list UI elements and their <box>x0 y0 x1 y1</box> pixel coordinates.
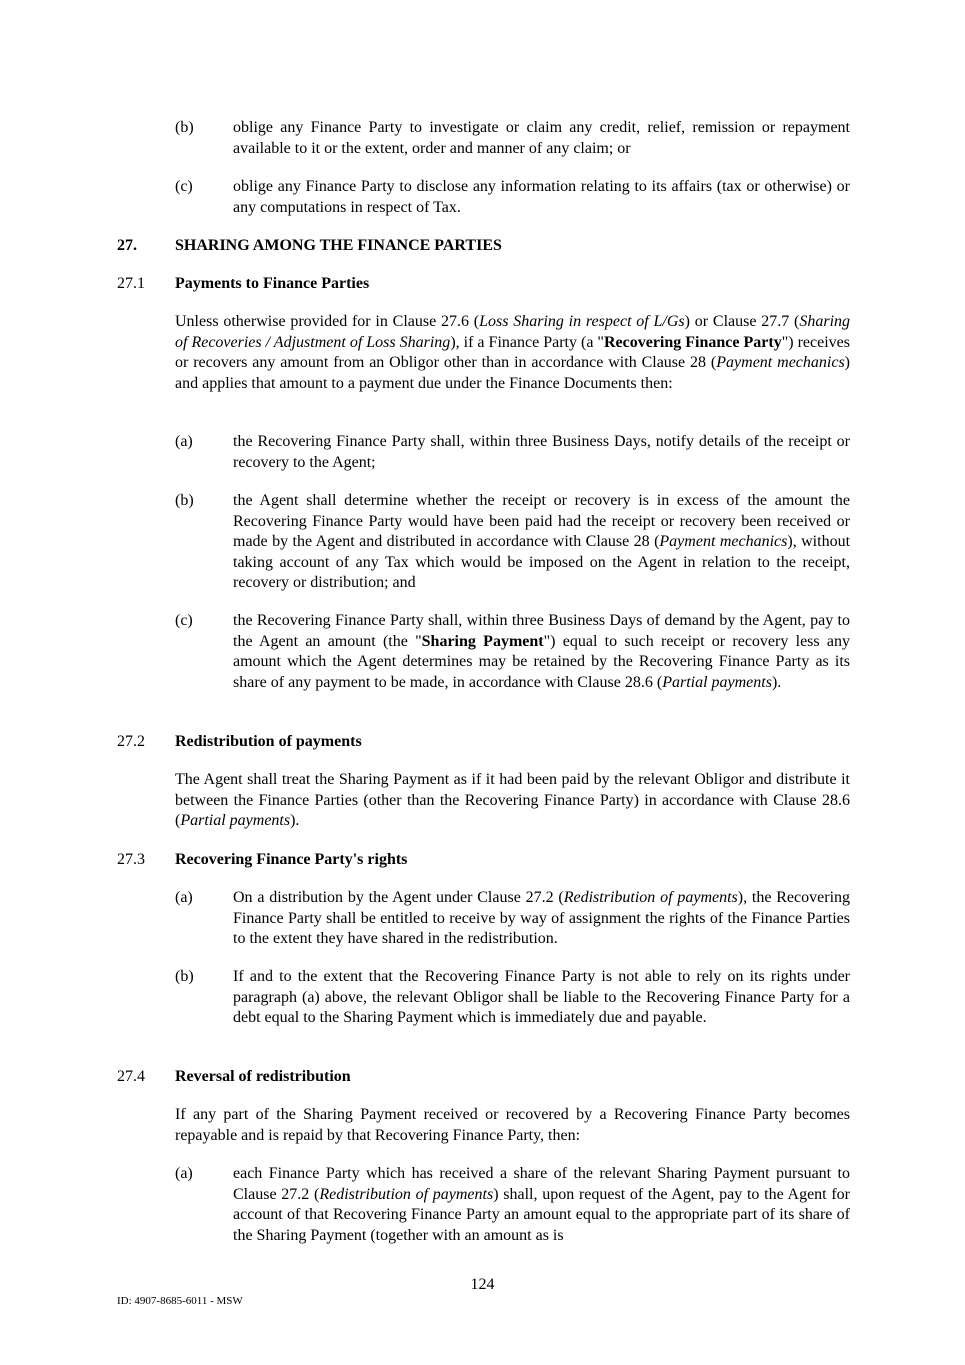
item-text: the Agent shall determine whether the receipt or recovery is in excess of the amount the Recovering Finance Party would have been paid had the receipt or recovery been received or made by the Agent and distributed in accordance with Clause 28 (Payment mechanics), without taking account of any Tax which would be imposed on the Agent in relation to the receipt, recovery or distribution; and <box>233 492 851 591</box>
item-text: oblige any Finance Party to disclose any information relating to its affairs (tax or otherwise) or any computations in respect of Tax. <box>233 178 850 216</box>
item-text: the Recovering Finance Party shall, within three Business Days of demand by the Agent, pay to the Agent an amount (the "Sharing Payment") equal to such receipt or recovery less any amount which the Agent determines may be retained by the Recovering Finance Party as its share of any payment to be made, in accordance with Clause 28.6 (Partial payments). <box>233 612 851 691</box>
document-id: ID: 4907-8685-6011 - MSW <box>117 1295 243 1307</box>
page-number: 124 <box>470 1276 495 1293</box>
item-text: the Recovering Finance Party shall, within three Business Days, notify details of the receipt or recovery to the Agent; <box>233 433 850 471</box>
clause-27-1-intro: Unless otherwise provided for in Clause 27.6 (Loss Sharing in respect of L/Gs) or Clause 27.7 (Sharing of Recoveries / Adjustment of Loss Sharing), if a Finance Party (a "Recovering Finance Party") receives or recovers any amount from an Obligor other than in accordance with Clause 28 (Payment mechanics) and applies that amount to a payment due under the Finance Documents then: <box>175 313 851 392</box>
item-text: each Finance Party which has received a share of the relevant Sharing Payment pursuant to Clause 27.2 (Redistribution of payments) shall, upon request of the Agent, pay to the Agent for account of that Recovering Finance Party an amount equal to the appropriate part of its share of the Sharing Payment (together with an amount as is <box>233 1165 851 1244</box>
section-title: SHARING AMONG THE FINANCE PARTIES <box>175 237 502 254</box>
item-label: (c) <box>175 612 193 629</box>
item-text: On a distribution by the Agent under Clause 27.2 (Redistribution of payments), the Recovering Finance Party shall be entitled to receive by way of assignment the rights of the Finance Parties to the extent they have shared in the redistribution. <box>233 889 851 947</box>
item-label: (a) <box>175 1165 193 1182</box>
section-number: 27. <box>117 237 137 254</box>
clause-number: 27.1 <box>117 275 145 292</box>
clause-number: 27.3 <box>117 851 145 868</box>
clause-title: Redistribution of payments <box>175 733 362 750</box>
item-label: (a) <box>175 433 193 450</box>
clause-title: Reversal of redistribution <box>175 1068 351 1085</box>
clause-title: Payments to Finance Parties <box>175 275 370 292</box>
item-label: (b) <box>175 119 194 136</box>
item-label: (b) <box>175 968 194 985</box>
clause-title: Recovering Finance Party's rights <box>175 851 408 868</box>
item-text: oblige any Finance Party to investigate or claim any credit, relief, remission or repayment available to it or the extent, order and manner of any claim; or <box>233 119 850 157</box>
clause-27-4-intro: If any part of the Sharing Payment received or recovered by a Recovering Finance Party becomes repayable and is repaid by that Recovering Finance Party, then: <box>175 1106 850 1144</box>
clause-number: 27.2 <box>117 733 145 750</box>
item-label: (a) <box>175 889 193 906</box>
item-label: (b) <box>175 492 194 509</box>
item-text: If and to the extent that the Recovering Finance Party is not able to rely on its rights under paragraph (a) above, the relevant Obligor shall be liable to the Recovering Finance Party for a debt equal to the Sharing Payment which is immediately due and payable. <box>233 968 850 1026</box>
clause-number: 27.4 <box>117 1068 145 1085</box>
clause-27-2-text: The Agent shall treat the Sharing Payment as if it had been paid by the relevant Obligor and distribute it between the Finance Parties (other than the Recovering Finance Party) in accordance with Clause 28.6 (Partial payments). <box>175 771 850 829</box>
item-label: (c) <box>175 178 193 195</box>
